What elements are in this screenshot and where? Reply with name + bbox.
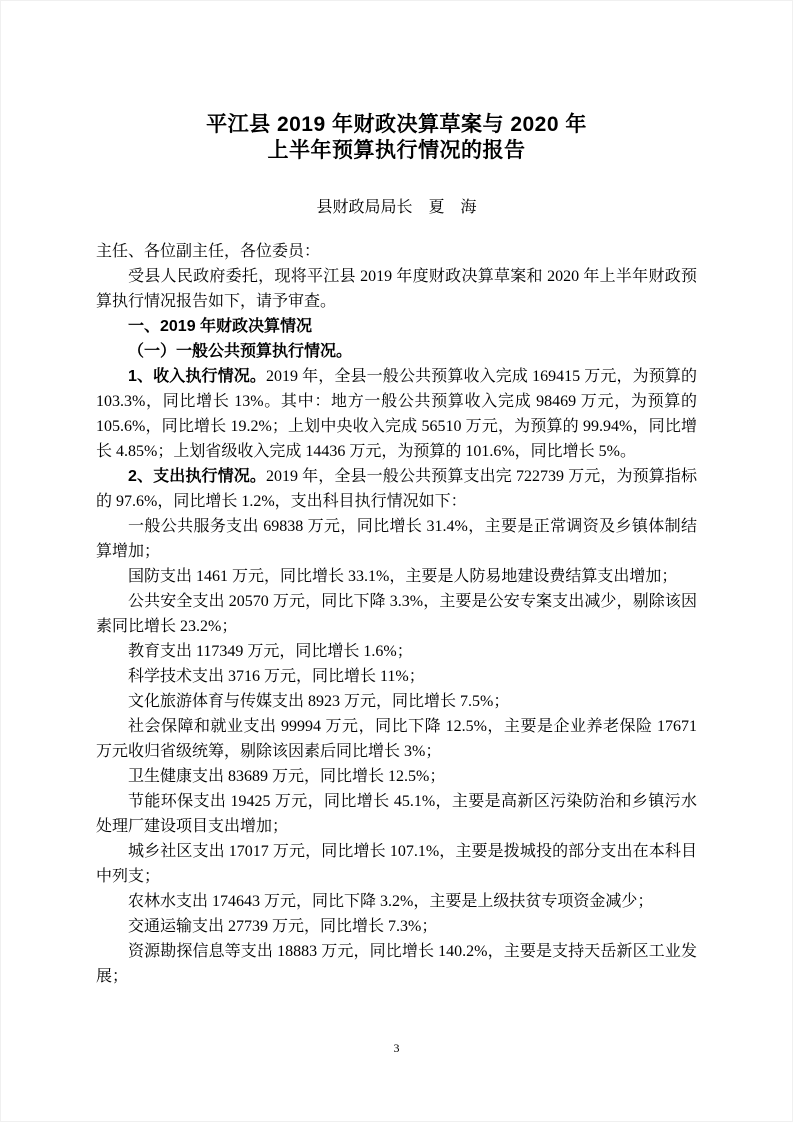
expense-item-defense: 国防支出 1461 万元，同比增长 33.1%，主要是人防易地建设费结算支出增加； [128, 568, 678, 585]
section-1-heading [96, 314, 697, 339]
expenditure-lead: 2、支出执行情况。 [128, 468, 267, 485]
expenditure-text: 2019 年，全县一般公共预算支出完 722739 万元，为预算指标的 97.6%，同比增长 1.2%，支出科目执行情况如下： [96, 468, 697, 510]
document-body [96, 239, 697, 989]
expense-item-public-security: 公共安全支出 20570 万元，同比下降 3.3%，主要是公安专案支出减少，剔除该因素同比增长 23.2%； [96, 593, 697, 635]
intro-paragraph: 受县人民政府委托，现将平江县 2019 年度财政决算草案和 2020 年上半年财政预算执行情况报告如下，请予审查。 [96, 268, 697, 310]
author-line: 县财政局局长 夏 海 [316, 199, 477, 216]
expense-item-education: 教育支出 117349 万元，同比增长 1.6%； [128, 643, 413, 660]
expense-item-social-security: 社会保障和就业支出 99994 万元，同比下降 12.5%，主要是企业养老保险 17671 万元收归省级统筹，剔除该因素后同比增长 3%； [96, 718, 697, 760]
expense-item-health: 卫生健康支出 83689 万元，同比增长 12.5%； [128, 768, 446, 785]
section-1-heading-text: 一、2019 年财政决算情况 [128, 318, 313, 335]
document-title [96, 112, 697, 164]
expenditure-paragraph [96, 464, 697, 514]
subsection-1-heading [96, 339, 697, 364]
expense-item-science-tech: 科学技术支出 3716 万元，同比增长 11%； [128, 668, 425, 685]
expense-item-environment: 节能环保支出 19425 万元，同比增长 45.1%，主要是高新区污染防治和乡镇污水处理厂建设项目支出增加； [96, 793, 697, 835]
document-content [96, 112, 697, 989]
income-text: 2019 年，全县一般公共预算收入完成 169415 万元，为预算的 103.3%，同比增长 13%。其中：地方一般公共预算收入完成 98469 万元，为预算的 105.6%，同比增长 19.2%；上划中央收入完成 56510 万元，为预算的 99.94%，同比增长 4.85%；上划省级收入完成 14436 万元，为预算的 101.6%，同比增长 5%。 [96, 368, 697, 460]
salutation: 主任、各位副主任，各位委员： [96, 243, 321, 260]
subsection-1-heading-text: （一）一般公共预算执行情况。 [128, 343, 353, 360]
expense-item-culture-tourism: 文化旅游体育与传媒支出 8923 万元，同比增长 7.5%； [128, 693, 510, 710]
expense-item-resources: 资源勘探信息等支出 18883 万元，同比增长 140.2%，主要是支持天岳新区工业发展； [96, 943, 697, 985]
page-number: 3 [393, 1041, 400, 1055]
income-lead: 1、收入执行情况。 [128, 368, 267, 385]
income-paragraph [96, 364, 697, 464]
expense-item-agriculture: 农林水支出 174643 万元，同比下降 3.2%，主要是上级扶贫专项资金减少； [128, 893, 654, 910]
title-line-1: 平江县 2019 年财政决算草案与 2020 年 [206, 113, 587, 136]
title-line-2: 上半年预算执行情况的报告 [267, 139, 526, 162]
expense-item-transport: 交通运输支出 27739 万元，同比增长 7.3%； [128, 918, 438, 935]
expense-item-general-services: 一般公共服务支出 69838 万元，同比增长 31.4%，主要是正常调资及乡镇体制结算增加； [96, 518, 697, 560]
expense-item-urban-rural: 城乡社区支出 17017 万元，同比增长 107.1%，主要是拨城投的部分支出在本科目中列支； [96, 843, 697, 885]
